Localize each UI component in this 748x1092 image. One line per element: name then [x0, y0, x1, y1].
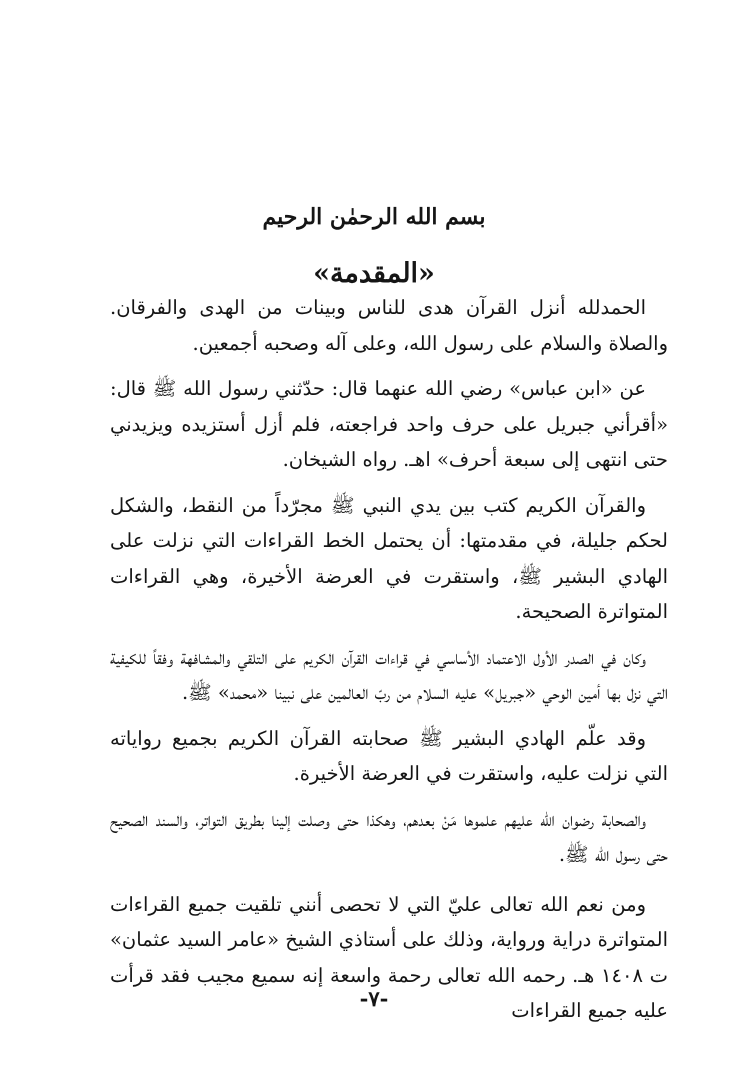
basmala: بسم الله الرحمٰن الرحيم: [262, 204, 486, 230]
paragraph-3: والقرآن الكريم كتب بين يدي النبي ﷺ مجرّداً من النقط، والشكل لحكم جليلة، في مقدمتها: أن يحتمل الخط القراءات التي نزلت على الهادي البشير ﷺ، واستقرت في العرضة الأخيرة، وهي القراءات المتواترة الصحيحة.: [110, 493, 668, 623]
section-title: «المقدمة»: [313, 258, 435, 289]
page-number: -٧-: [359, 986, 389, 1011]
paragraph-4: وكان في الصدر الأول الاعتماد الأساسي في قراءات القرآن الكريم على التلقي والمشافهة وفقاً للكيفية التي نزل بها أمين الوحي «جبريل» عليه السلام من ربّ العالمين على نبينا «محمد» ﷺ.: [110, 645, 668, 704]
paragraph-2: عن «ابن عباس» رضي الله عنهما قال: حدّثني رسول الله ﷺ قال: «أقرأني جبريل على حرف واحد فراجعته، فلم أزل أستزيده ويزيدني حتى انتهى إلى سبعة أحرف» اهـ. رواه الشيخان.: [110, 377, 668, 471]
body-text: [110, 290, 668, 1029]
paragraph-1: الحمدلله أنزل القرآن هدى للناس وبينات من الهدى والفرقان. والصلاة والسلام على رسول الله، وعلى آله وصحبه أجمعين.: [110, 296, 668, 355]
paragraph-6: والصحابة رضوان الله عليهم علموها مَنْ بعدهم، وهكذا حتى وصلت إلينا بطريق التواتر، والسند الصحيح حتى رسول الله ﷺ.: [110, 807, 668, 866]
paragraph-5: وقد علّم الهادي البشير ﷺ صحابته القرآن الكريم بجميع رواياته التي نزلت عليه، واستقرت في العرضة الأخيرة.: [110, 726, 668, 785]
paragraph-7: ومن نعم الله تعالى عليّ التي لا تحصى أنني تلقيت جميع القراءات المتواترة دراية ورواية، وذلك على أستاذي الشيخ «عامر السيد عثمان» ت ١٤٠٨ هـ. رحمه الله تعالى رحمة واسعة إنه سميع مجيب فقد قرأت عليه جميع القراءات: [110, 892, 668, 1022]
